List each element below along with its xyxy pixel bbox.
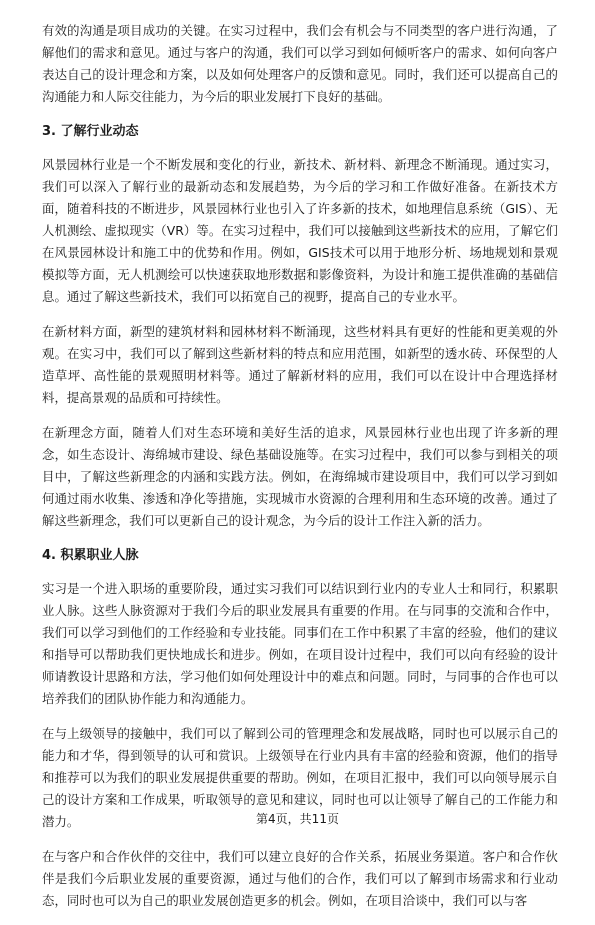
paragraph: 在与上级领导的接触中，我们可以了解到公司的管理理念和发展战略，同时也可以展示自己的能力和才华，得到领导的认可和赏识。上级领导在行业内具有丰富的经验和资源，他们的指导和推荐可以为我们的职业发展提供重要的帮助。例如，在项目汇报中，我们可以向领导展示自己的设计方案和工作成果，听取领导的意见和建议，同时也可以让领导了解自己的工作能力和潜力。 <box>42 726 558 829</box>
paragraph: 实习是一个进入职场的重要阶段，通过实习我们可以结识到行业内的专业人士和同行，积累职业人脉。这些人脉资源对于我们今后的职业发展具有重要的作用。在与同事的交流和合作中，我们可以学习到他们的工作经验和专业技能。同事们在工作中积累了丰富的经验，他们的建议和指导可以帮助我们更快地成长和进步。例如，在项目设计过程中，我们可以向有经验的设计师请教设计思路和方法，学习他们如何处理设计中的难点和问题。同时，与同事的合作也可以培养我们的团队协作能力和沟通能力。 <box>42 581 558 706</box>
paragraph: 在新材料方面，新型的建筑材料和园林材料不断涌现，这些材料具有更好的性能和更美观的外观。在实习中，我们可以了解到这些新材料的特点和应用范围，如新型的透水砖、环保型的人造草坪、高性能的景观照明材料等。通过了解新材料的应用，我们可以在设计中合理选择材料，提高景观的品质和可持续性。 <box>42 324 558 405</box>
section-heading: 3. 了解行业动态 <box>42 124 139 139</box>
paragraph: 有效的沟通是项目成功的关键。在实习过程中，我们会有机会与不同类型的客户进行沟通，了解他们的需求和意见。通过与客户的沟通，我们可以学习到如何倾听客户的需求、如何向客户表达自己的设计理念和方案，以及如何处理客户的反馈和意见。同时，我们还可以提高自己的沟通能力和人际交往能力，为今后的职业发展打下良好的基础。 <box>42 23 558 104</box>
paragraph: 在与客户和合作伙伴的交往中，我们可以建立良好的合作关系，拓展业务渠道。客户和合作伙伴是我们今后职业发展的重要资源，通过与他们的合作，我们可以了解到市场需求和行业动态，同时也可以为自己的职业发展创造更多的机会。例如，在项目洽谈中，我们可以与客 <box>42 849 558 908</box>
paragraph: 在新理念方面，随着人们对生态环境和美好生活的追求，风景园林行业也出现了许多新的理念，如生态设计、海绵城市建设、绿色基础设施等。在实习过程中，我们可以参与到相关的项目中，了解这些新理念的内涵和实践方法。例如，在海绵城市建设项目中，我们可以学习到如何通过雨水收集、渗透和净化等措施，实现城市水资源的合理利用和生态环境的改善。通过了解这些新理念，我们可以更新自己的设计观念，为今后的设计工作注入新的活力。 <box>42 425 558 528</box>
page-footer: 第4页，共11页 <box>256 812 339 826</box>
section-heading: 4. 积累职业人脉 <box>42 548 139 563</box>
paragraph: 风景园林行业是一个不断发展和变化的行业，新技术、新材料、新理念不断涌现。通过实习，我们可以深入了解行业的最新动态和发展趋势，为今后的学习和工作做好准备。在新技术方面，随着科技的不断进步，风景园林行业也引入了许多新的技术，如地理信息系统（GIS）、无人机测绘、虚拟现实（VR）等。在实习过程中，我们可以接触到这些新技术的应用，了解它们在风景园林设计和施工中的优势和作用。例如，GIS技术可以用于地形分析、场地规划和景观模拟等方面，无人机测绘可以快速获取地形数据和影像资料，为设计和施工提供准确的基础信息。通过了解这些新技术，我们可以拓宽自己的视野，提高自己的专业水平。 <box>42 157 558 304</box>
page-content <box>42 20 558 925</box>
